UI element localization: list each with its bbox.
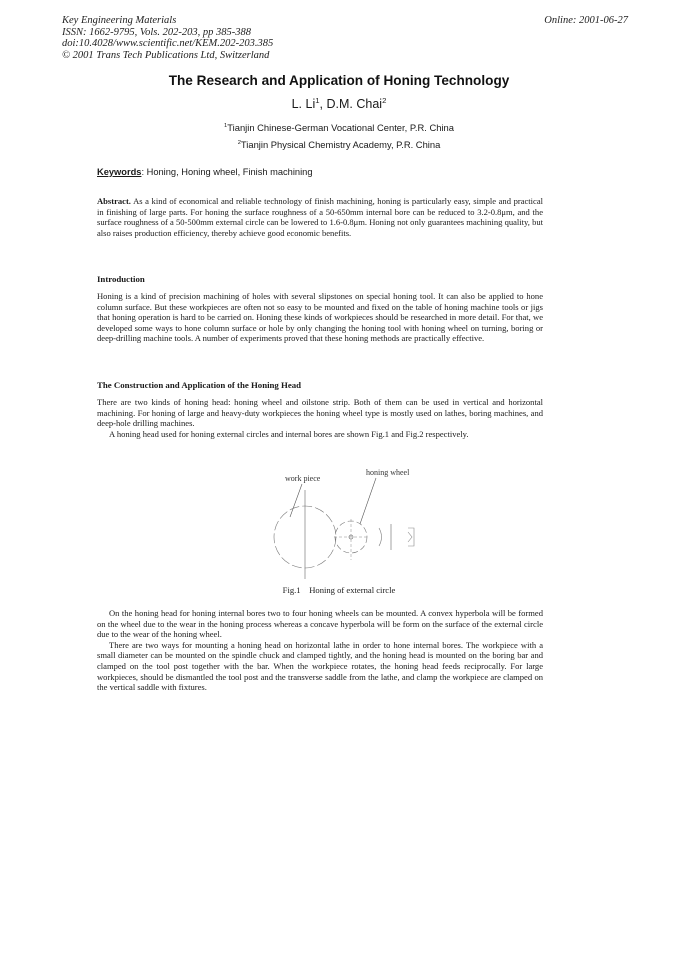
paper-title: The Research and Application of Honing Technology [168, 73, 510, 88]
figure-caption-text: Honing of external circle [309, 585, 396, 595]
online-date: Online: 2001-06-27 [544, 15, 628, 26]
workpiece-leader-line [290, 484, 302, 517]
affiliation-1-mark: 1 [224, 122, 228, 129]
workpiece-label: work piece [285, 474, 321, 483]
figure-1-caption [0, 585, 678, 595]
doi-line: doi:10.4028/www.scientific.net/KEM.202-203.385 [62, 38, 274, 49]
keywords-text: : Honing, Honing wheel, Finish machining [141, 167, 313, 177]
introduction-heading: Introduction [97, 274, 145, 284]
abstract [97, 196, 543, 238]
author-line [0, 97, 678, 111]
figure-1-diagram [250, 462, 450, 587]
author-2-affil-mark: 2 [382, 95, 387, 105]
issn-line: ISSN: 1662-9795, Vols. 202-203, pp 385-388 [62, 26, 251, 38]
abstract-label: Abstract. [97, 196, 131, 206]
honing-wheel-label: honing wheel [366, 468, 410, 477]
journal-header [62, 15, 273, 61]
post-figure-paragraph-1: On the honing head for honing internal bores two to four honing wheels can be mounted. A convex hyperbola will be formed on the wheel due to the wear in the honing process whereas a concave hyperbola will be form on the surface of the external circle due to the wear of the honing wheel. [97, 608, 543, 640]
author-separator: , [319, 97, 327, 111]
introduction-paragraph: Honing is a kind of precision machining of holes with several slipstones on special honing tool. It can also be applied to hone column surface. But these workpieces are often not so easy to be mounted and fixed on the table of honing machine tools or jigs that honing operation is hard to be carried on. Honing these kinds of workpieces should be researched in more detail. For that, we developed some ways to hone column surface or hole by only changing the honing tool with honing wheel on turning, boring or deep-drilling machine tools. A number of experiments proved that these honing methods are practically effective. [97, 291, 543, 344]
keywords-label: Keywords [97, 167, 142, 177]
wheel-leader-line [360, 478, 376, 524]
construction-paragraph-2: A honing head used for honing external circles and internal bores are shown Fig.1 and Fig.2 respectively. [109, 428, 469, 439]
affiliation-2-mark: 2 [237, 139, 241, 146]
post-figure-paragraph-2: There are two ways for mounting a honing head on horizontal lathe in order to hone internal bores. The workpiece with a small diameter can be mounted on the spindle chuck and clamped tightly, and the honing head is mounted on the boring bar and clamped on the tool post together with the bar. When the workpiece rotates, the honing head feeds reciprocally. For large workpieces, should be dismantled the tool post and the transverse saddle from the lathe, and clamp the workpiece are clamped on the vertical saddle with fixtures. [97, 639, 543, 693]
abstract-text: As a kind of economical and reliable technology of finish machining, honing is particularly easy, simple and practical in finishing of large parts. For honing the surface roughness of a 50-650mm internal bore can be reduced to 3.2-0.8μm, and the surface roughness of a 50-500mm external circle can be lowered to 1.6-0.8μm. Honing not only guarantees machining quality, but also raises production efficiency, thereby achieve good economic benefits. [97, 196, 543, 238]
wheel-side-profile [379, 528, 382, 546]
affiliation-1-text: Tianjin Chinese-German Vocational Center, P.R. China [227, 122, 454, 133]
keywords [97, 167, 313, 177]
affiliation-2-text: Tianjin Physical Chemistry Academy, P.R. China [240, 139, 441, 150]
author-2: D.M. Chai [326, 97, 383, 111]
construction-section [97, 397, 543, 439]
author-1: L. Li [291, 97, 316, 111]
post-figure-section [97, 608, 543, 693]
copyright-line: © 2001 Trans Tech Publications Ltd, Switzerland [62, 49, 270, 61]
construction-heading: The Construction and Application of the Honing Head [97, 380, 302, 390]
author-1-affil-mark: 1 [315, 95, 320, 105]
figure-caption-number: Fig.1 [282, 585, 301, 595]
wheel-section-profile [408, 528, 414, 546]
affiliation-1 [0, 122, 678, 133]
construction-paragraph-1: There are two kinds of honing head: honing wheel and oilstone strip. Both of them can be used in vertical and horizontal machining. For honing of large and heavy-duty workpieces the honing wheel type is mostly used on lathes, boring machines, and deep-hole drilling machines. [97, 397, 543, 429]
journal-name: Key Engineering Materials [62, 15, 177, 26]
affiliation-2 [0, 139, 678, 150]
